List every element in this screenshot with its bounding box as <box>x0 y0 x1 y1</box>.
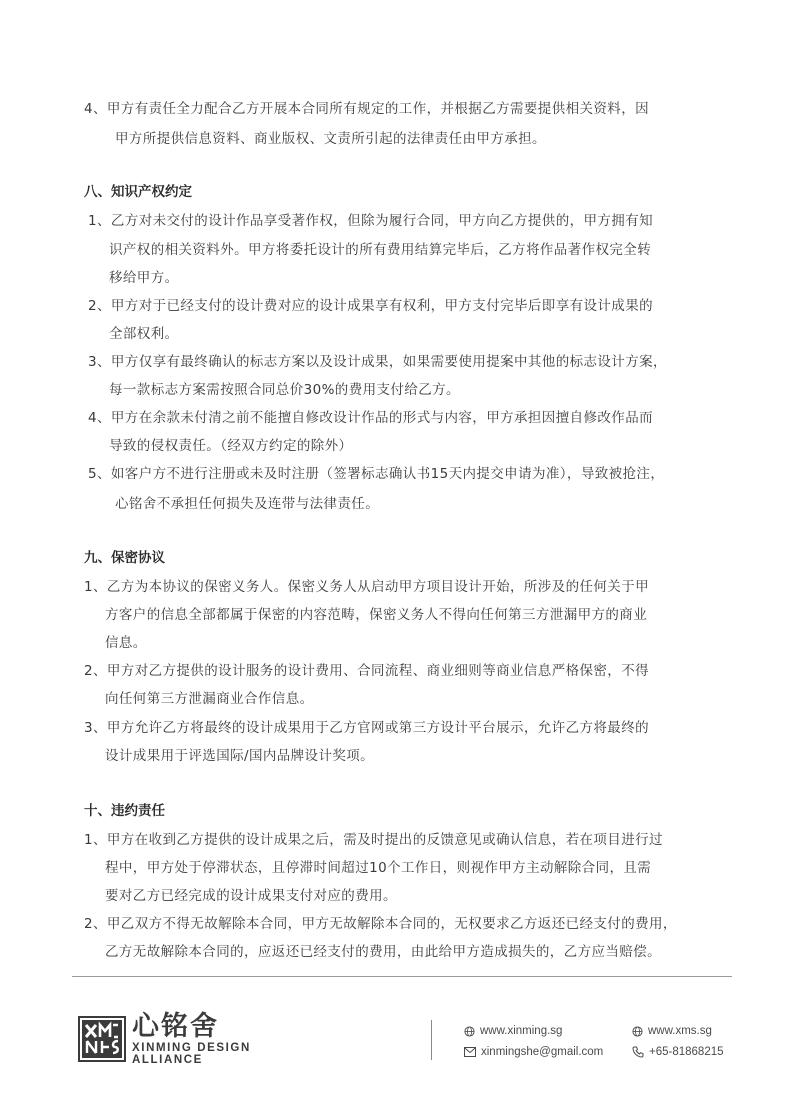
clause-text-line: 导致的侵权责任。（经双方约定的除外） <box>109 438 353 454</box>
clause-text-line: 甲方所提供信息资料、商业版权、文责所引起的法律责任由甲方承担。 <box>115 131 546 147</box>
mail-icon <box>464 1047 476 1057</box>
brand-name-en-line1: XINMING DESIGN <box>132 1042 251 1054</box>
section-heading: 十、违约责任 <box>84 803 165 819</box>
clause-text-line: 识产权的相关资料外。甲方将委托设计的所有费用结算完毕后，乙方将作品著作权完全转 <box>109 242 652 258</box>
clause-text-line: 要对乙方已经完成的设计成果支付对应的费用。 <box>105 888 397 904</box>
clause-text-line: 乙方无故解除本合同的，应返还已经支付的费用，由此给甲方造成损失的，乙方应当赔偿。 <box>105 944 661 960</box>
phone-text: +65-81868215 <box>649 1046 724 1058</box>
website-2-text: www.xms.sg <box>648 1025 712 1037</box>
clause-text-line: 每一款标志方案需按照合同总价30%的费用支付给乙方。 <box>109 382 460 398</box>
clause-text-line: 心铭舍不承担任何损失及连带与法律责任。 <box>115 496 380 512</box>
clause-text-line: 设计成果用于评选国际/国内品牌设计奖项。 <box>105 748 375 764</box>
footer-vertical-divider <box>431 1020 432 1060</box>
clause-text-line: 5、如客户方不进行注册或未及时注册（签署标志确认书15天内提交申请为准），导致被抢注， <box>88 466 665 482</box>
clause-text-line: 信息。 <box>105 635 147 651</box>
website-link-1[interactable] <box>464 1024 562 1038</box>
clause-text-line: 1、甲方在收到乙方提供的设计成果之后，需及时提出的反馈意见或确认信息，若在项目进行过 <box>84 832 663 848</box>
clause-text-line: 1、乙方为本协议的保密义务人。保密义务人从启动甲方项目设计开始，所涉及的任何关于甲 <box>84 579 649 595</box>
clause-text-line: 3、甲方仅享有最终确认的标志方案以及设计成果，如果需要使用提案中其他的标志设计方案， <box>88 354 667 370</box>
xms-logo-icon <box>78 1016 126 1062</box>
clause-text-line: 4、甲方在余款未付清之前不能擅自修改设计作品的形式与内容，甲方承担因擅自修改作品而 <box>88 410 653 426</box>
email-link[interactable] <box>464 1045 603 1059</box>
section-heading: 九、保密协议 <box>84 550 165 566</box>
brand-name-cn: 心铭舍 <box>132 1011 219 1042</box>
clause-text-line: 2、甲方对于已经支付的设计费对应的设计成果享有权利，甲方支付完毕后即享有设计成果的 <box>88 298 653 314</box>
email-text: xinmingshe@gmail.com <box>481 1046 604 1058</box>
clause-text-line: 向任何第三方泄漏商业合作信息。 <box>105 691 314 707</box>
website-link-2[interactable] <box>632 1024 712 1038</box>
globe-icon <box>632 1026 643 1037</box>
clause-text-line: 移给甲方。 <box>109 270 179 286</box>
phone-icon <box>632 1046 644 1058</box>
clause-text-line: 1、乙方对未交付的设计作品享受著作权，但除为履行合同，甲方向乙方提供的，甲方拥有知 <box>88 213 653 229</box>
clause-text-line: 2、甲乙双方不得无故解除本合同，甲方无故解除本合同的，无权要求乙方返还已经支付的费用， <box>84 916 677 932</box>
globe-icon <box>464 1026 475 1037</box>
clause-text-line: 2、甲方对乙方提供的设计服务的设计费用、合同流程、商业细则等商业信息严格保密，不得 <box>84 663 649 679</box>
clause-text-line: 方客户的信息全部都属于保密的内容范畴，保密义务人不得向任何第三方泄漏甲方的商业 <box>105 607 648 623</box>
clause-text-line: 程中，甲方处于停滞状态，且停滞时间超过10个工作日，则视作甲方主动解除合同，且需 <box>105 860 652 876</box>
clause-text-line: 3、甲方允许乙方将最终的设计成果用于乙方官网或第三方设计平台展示，允许乙方将最终的 <box>84 720 649 736</box>
clause-text-line: 4、甲方有责任全力配合乙方开展本合同所有规定的工作，并根据乙方需要提供相关资料，因 <box>84 101 649 117</box>
brand-name-en-line2: ALLIANCE <box>132 1054 203 1066</box>
website-1-text: www.xinming.sg <box>480 1025 563 1037</box>
section-heading: 八、知识产权约定 <box>84 184 192 200</box>
footer-divider <box>72 976 732 977</box>
clause-text-line: 全部权利。 <box>109 326 179 342</box>
phone-link[interactable] <box>632 1045 724 1059</box>
